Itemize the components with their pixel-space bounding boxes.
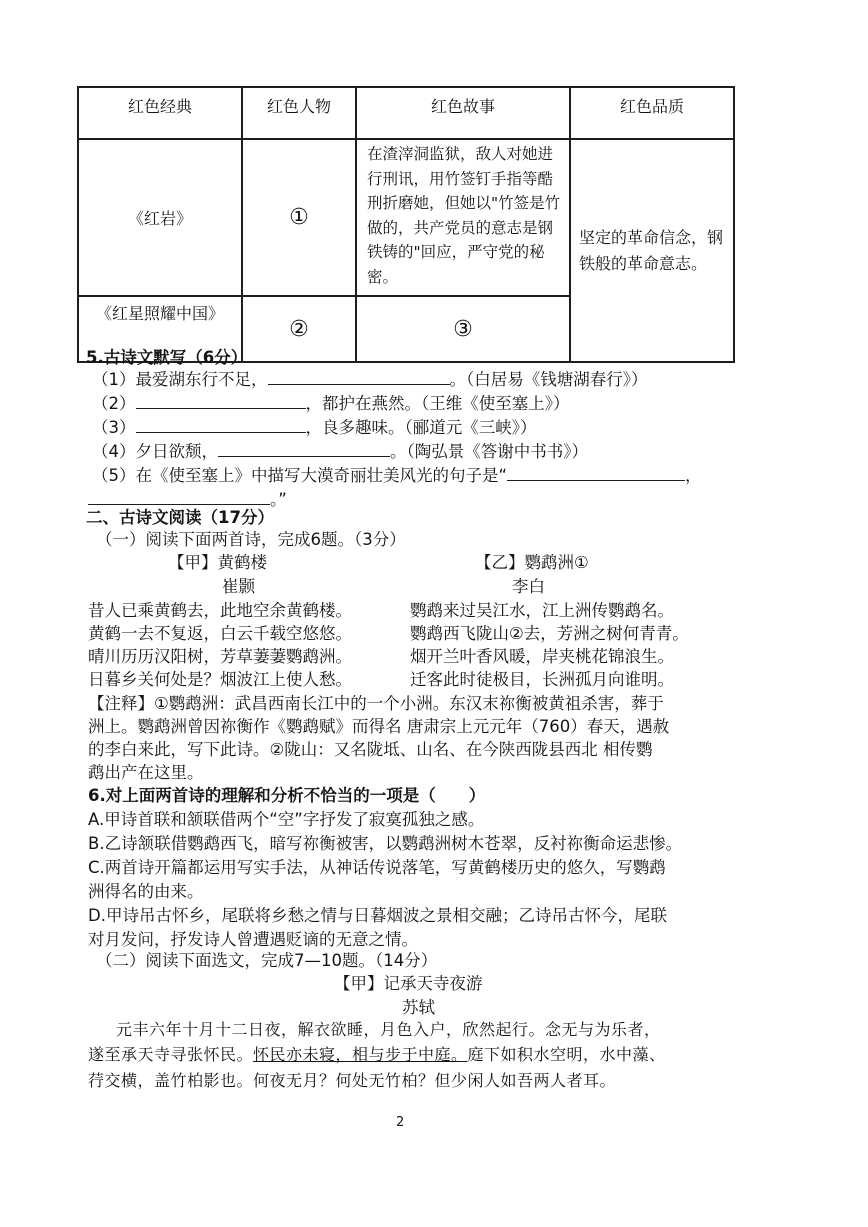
poem-b-line: 迁客此时徒极目，长洲孤月向谁明。 xyxy=(410,670,674,689)
book-red-star: 《红星照耀中国》 xyxy=(78,296,242,362)
table-header-row xyxy=(78,87,734,139)
subsection-2: （二）阅读下面选文，完成7—10题。（14分） xyxy=(96,951,438,970)
blank-person-2: ② xyxy=(242,296,356,362)
story-cell: 在渣滓洞监狱，敌人对她进行刑讯，用竹签钉手指等酷刑折磨她，但她以"竹签是竹做的，共产党员的意志是钢铁铸的"回应，严守党的秘密。 xyxy=(356,139,570,296)
header-person: 红色人物 xyxy=(242,87,356,139)
prose-line: 元丰六年十月十二日夜，解衣欲睡，月色入户，欣然起行。念无与为乐者， xyxy=(116,1020,661,1039)
prose-line: 荇交横，盖竹柏影也。何夜无月？何处无竹柏？但少闲人如吾两人者耳。 xyxy=(88,1071,617,1090)
section-2-title: 二、古诗文阅读（17分） xyxy=(86,508,274,527)
q5-line-1 xyxy=(92,366,648,390)
prose-segment: 遂至承天寺寻张怀民。 xyxy=(88,1045,254,1064)
q5-l3-num: （3） xyxy=(92,418,136,437)
prose-line xyxy=(88,1042,666,1065)
answer-blank[interactable] xyxy=(268,370,450,385)
option-d-cont: 对月发问，抒发诗人曾遭遇贬谪的无意之情。 xyxy=(88,930,418,949)
blank-story-3: ③ xyxy=(356,296,570,362)
q5-l5-text: （5）在《使至塞上》中描写大漠奇丽壮美风光的句子是“ xyxy=(92,466,508,485)
option-c-cont: 洲得名的由来。 xyxy=(88,882,204,901)
header-classic: 红色经典 xyxy=(78,87,242,139)
poem-b-line: 烟开兰叶香风暖，岸夹桃花锦浪生。 xyxy=(410,647,674,666)
q5-l4-text: （4）夕日欲颓， xyxy=(92,442,218,461)
q5-l5-comma: ， xyxy=(685,466,702,485)
poem-a-title: 【甲】黄鹤楼 xyxy=(168,553,267,572)
poem-b-author: 李白 xyxy=(512,577,545,596)
poem-b-line: 鹦鹉来过吴江水，江上洲传鹦鹉名。 xyxy=(410,601,674,620)
header-quality: 红色品质 xyxy=(570,87,734,139)
prose-title: 【甲】记承天寺夜游 xyxy=(334,974,483,993)
q5-line-2 xyxy=(92,390,570,414)
option-a[interactable]: A.甲诗首联和颔联借两个“空”字抒发了寂寞孤独之感。 xyxy=(88,810,485,829)
red-culture-table xyxy=(77,86,735,363)
prose-segment: 庭下如积水空明，水中藻、 xyxy=(467,1045,666,1064)
option-b[interactable]: B.乙诗颔联借鹦鹉西飞，暗写祢衡被害，以鹦鹉洲树木苍翠，反衬祢衡命运悲惨。 xyxy=(88,834,683,853)
q5-l4-source: 。（陶弘景《答谢中书书》） xyxy=(390,442,588,461)
note-line: 的李白来此，写下此诗。②陇山：又名陇坻、山名、在今陕西陇县西北 相传鹦 xyxy=(88,740,653,759)
note-line: 鹉出产在这里。 xyxy=(88,763,204,782)
answer-blank[interactable] xyxy=(136,418,306,433)
poem-b-line: 鹦鹉西飞陇山②去，芳洲之树何青青。 xyxy=(410,624,689,643)
option-c[interactable]: C.两首诗开篇都运用写实手法，从神话传说落笔，写黄鹤楼历史的悠久，写鹦鹉 xyxy=(88,858,666,877)
note-line: 【注释】①鹦鹉洲：武昌西南长江中的一个小洲。东汉末祢衡被黄祖杀害，葬于 xyxy=(88,694,664,713)
poem-a-line: 黄鹤一去不复返，白云千载空悠悠。 xyxy=(88,624,352,643)
poem-a-line: 昔人已乘黄鹤去，此地空余黄鹤楼。 xyxy=(88,601,352,620)
prose-underlined-segment: 怀民亦未寝，相与步于中庭。 xyxy=(253,1045,468,1064)
blank-person-1: ① xyxy=(242,139,356,296)
table-row xyxy=(78,139,734,296)
q5-line-4 xyxy=(92,438,588,462)
q5-l2-num: （2） xyxy=(92,394,136,413)
question-6: 6.对上面两首诗的理解和分析不恰当的一项是（ ） xyxy=(88,786,486,805)
header-story: 红色故事 xyxy=(356,87,570,139)
q5-line-3 xyxy=(92,414,537,438)
answer-blank[interactable] xyxy=(88,490,270,505)
answer-blank[interactable] xyxy=(136,394,306,409)
q5-l1-source: 。（白居易《钱塘湖春行》） xyxy=(449,370,648,389)
q5-l1-text: （1）最爱湖东行不足， xyxy=(92,370,268,389)
q5-title: 5.古诗文默写（6分） xyxy=(86,348,248,367)
poem-b-title: 【乙】鹦鹉洲① xyxy=(475,553,589,572)
note-line: 洲上。鹦鹉洲曾因祢衡作《鹦鹉赋》而得名 唐肃宗上元元年（760）春天，遇赦 xyxy=(88,717,670,736)
prose-author: 苏轼 xyxy=(402,998,435,1017)
q5-l5-end: 。” xyxy=(270,490,287,509)
answer-blank[interactable] xyxy=(507,466,685,481)
answer-blank[interactable] xyxy=(218,442,390,457)
poem-a-line: 晴川历历汉阳树，芳草萋萋鹦鹉洲。 xyxy=(88,647,352,666)
option-d[interactable]: D.甲诗吊古怀乡，尾联将乡愁之情与日暮烟波之景相交融；乙诗吊古怀今，尾联 xyxy=(88,906,667,925)
poem-a-author: 崔颢 xyxy=(222,577,255,596)
q5-l3-text: ，良多趣味。（郦道元《三峡》） xyxy=(305,418,537,437)
q5-line-5 xyxy=(92,462,702,486)
book-hongyan: 《红岩》 xyxy=(78,139,242,296)
q5-l2-text: ，都护在燕然。（王维《使至塞上》） xyxy=(305,394,570,413)
page-number: 2 xyxy=(396,1115,405,1130)
subsection-1: （一）阅读下面两首诗，完成6题。（3分） xyxy=(96,530,406,549)
poem-a-line: 日暮乡关何处是？烟波江上使人愁。 xyxy=(88,670,352,689)
quality-cell: 坚定的革命信念，钢铁般的革命意志。 xyxy=(570,139,734,362)
